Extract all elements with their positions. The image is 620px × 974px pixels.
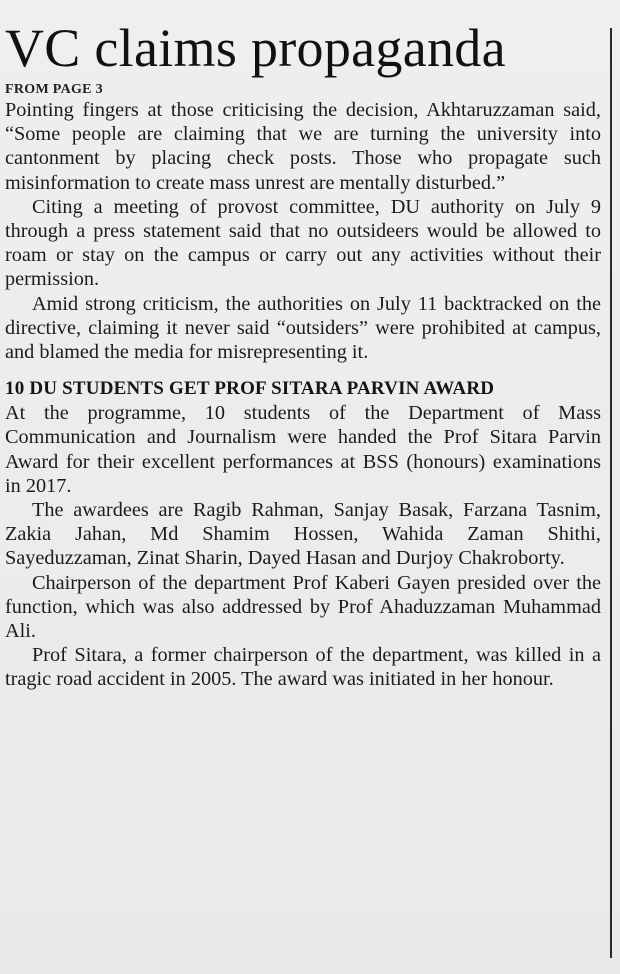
- paragraph: Chairperson of the department Prof Kaberi Gayen presided over the function, which was also addressed by Prof Ahaduzzaman Muhammad Ali.: [5, 571, 601, 643]
- subheading: 10 DU STUDENTS GET PROF SITARA PARVIN AWARD: [5, 378, 495, 400]
- paragraph: Prof Sitara, a former chairperson of the department, was killed in a tragic road accident in 2005. The award was initiated in her honour.: [5, 644, 601, 691]
- column-rule: [610, 28, 612, 958]
- paragraph: The awardees are Ragib Rahman, Sanjay Basak, Farzana Tasnim, Zakia Jahan, Md Shamim Hossen, Wahida Zaman Shithi, Sayeduzzaman, Zinat Sharin, Dayed Hasan and Durjoy Chakroborty.: [5, 499, 601, 570]
- article: [5, 16, 601, 692]
- jump-label: FROM PAGE 3: [5, 82, 103, 97]
- paragraph: At the programme, 10 students of the Department of Mass Communication and Journalism were handed the Prof Sitara Parvin Award for their excellent performances at BSS (honours) examinations in 2017.: [5, 402, 601, 497]
- paragraph: Amid strong criticism, the authorities on July 11 backtracked on the directive, claiming it never said “outsiders” were prohibited at campus, and blamed the media for misrepresenting it.: [5, 292, 601, 364]
- paragraph: Citing a meeting of provost committee, DU authority on July 9 through a press statement said that no outsideers would be allowed to roam or stay on the campus or carry out any activities without their permission.: [5, 195, 601, 291]
- paragraph: Pointing fingers at those criticising the decision, Akhtaruzzaman said, “Some people are claiming that we are turning the university into cantonment by placing check posts. Those who propagate such misinformation to create mass unrest are mentally disturbed.”: [5, 99, 601, 194]
- headline: VC claims propaganda: [5, 18, 506, 78]
